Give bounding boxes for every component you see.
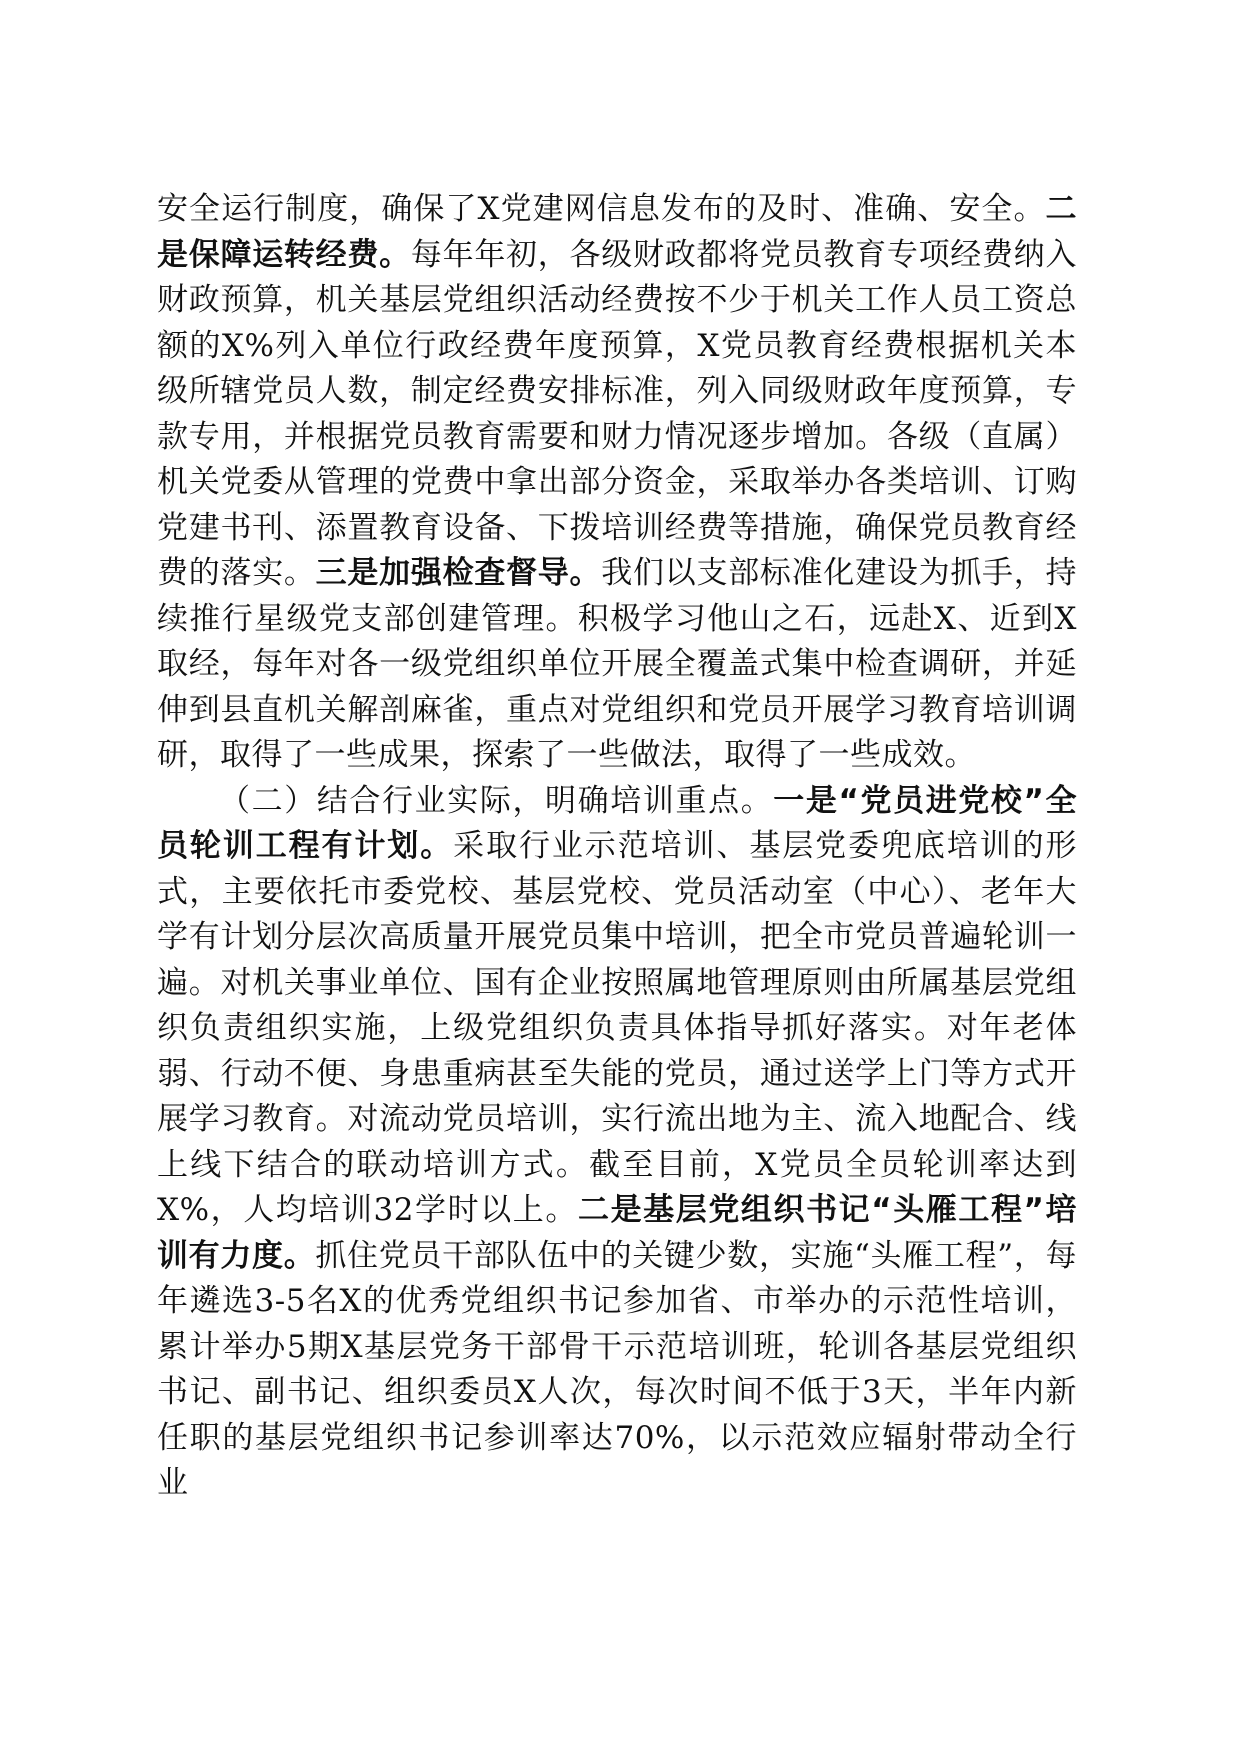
paragraph-2-text-a: 采取行业示范培训、基层党委兜底培训的形式，主要依托市委党校、基层党校、党员活动室（中心）、老年大学有计划分层次高质量开展党员集中培训，把全市党员普遍轮训一遍。对机关事业单位、国有企业按照属地管理原则由所属基层党组织负责组织实施，上级党组织负责具体指导抓好落实。对年老体弱、行动不便、身患重病甚至失能的党员，通过送学上门等方式开展学习教育。对流动党员培训，实行流出地为主、流入地配合、线上线下结合的联动培训方式。截至目前，X党员全员轮训率达到X%，人均培训32学时以上。 <box>157 828 1078 1228</box>
section-heading-training-focus: （二）结合行业实际，明确培训重点。 <box>219 782 774 819</box>
paragraph-2 <box>157 779 1077 1507</box>
document-body <box>157 187 1077 1507</box>
paragraph-2-text-b: 抓住党员干部队伍中的关键少数，实施“头雁工程”，每年遴选3-5名X的优秀党组织书记参加省、市举办的示范性培训，累计举办5期X基层党务干部骨干示范培训班，轮训各基层党组织书记、副书记、组织委员X人次，每次时间不低于3天，半年内新任职的基层党组织书记参训率达70%，以示范效应辐射带动全行业 <box>157 1237 1077 1501</box>
paragraph-1-text-a: 安全运行制度，确保了X党建网信息发布的及时、准确、安全。 <box>157 191 1046 227</box>
paragraph-2-heading-party-school: 一是“党员进党校”全员轮训工程有计划。 <box>157 782 1077 864</box>
paragraph-1-heading-inspection: 三是加强检查督导。 <box>315 555 602 591</box>
paragraph-1 <box>157 187 1077 779</box>
paragraph-1-text-b: 每年年初，各级财政都将党员教育专项经费纳入财政预算，机关基层党组织活动经费按不少于机关工作人员工资总额的X%列入单位行政经费年度预算，X党员教育经费根据机关本级所辖党员人数，制定经费安排标准，列入同级财政年度预算，专款专用，并根据党员教育需要和财力情况逐步增加。各级（直属）机关党委从管理的党费中拿出部分资金，采取举办各类培训、订购党建书刊、添置教育设备、下拨培训经费等措施，确保党员教育经费的落实。 <box>157 236 1078 591</box>
paragraph-1-heading-guarantee-funds: 二是保障运转经费。 <box>157 191 1077 273</box>
paragraph-2-heading-lead-goose: 二是基层党组织书记“头雁工程”培训有力度。 <box>157 1192 1077 1274</box>
paragraph-1-text-c: 我们以支部标准化建设为抓手，持续推行星级党支部创建管理。积极学习他山之石，远赴X、近到X取经，每年对各一级党组织单位开展全覆盖式集中检查调研，并延伸到县直机关解剖麻雀，重点对党组织和党员开展学习教育培训调研，取得了一些成果，探索了一些做法，取得了一些成效。 <box>157 555 1078 773</box>
